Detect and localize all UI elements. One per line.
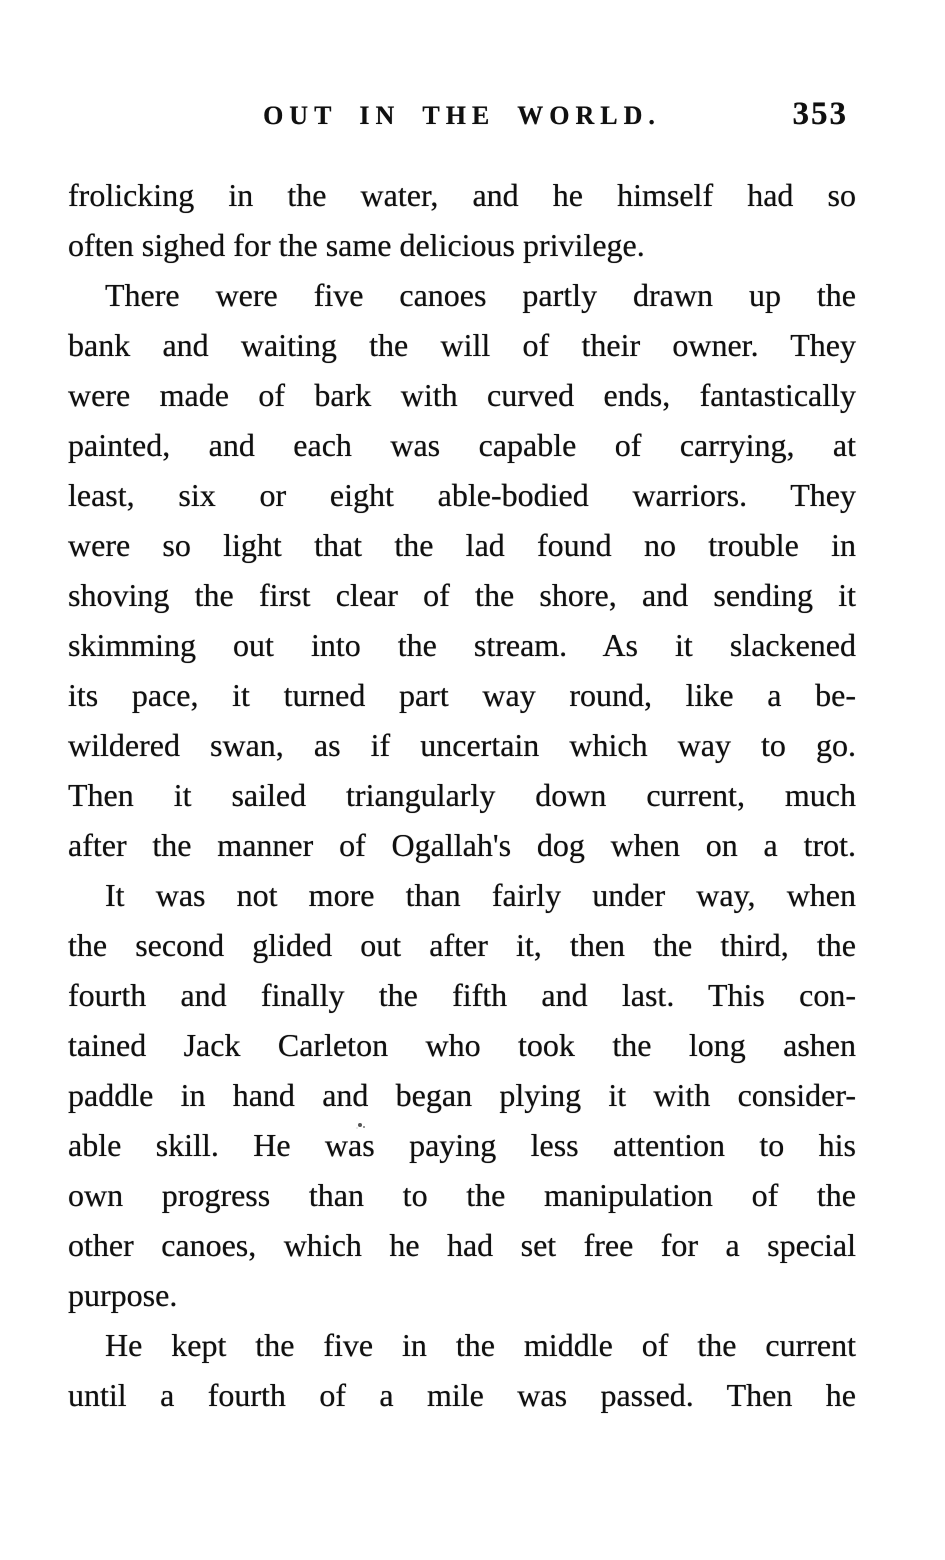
text-line: painted, and each was capable of carrying, at bbox=[68, 427, 856, 463]
text-line: wildered swan, as if uncertain which way to go. bbox=[68, 727, 856, 763]
text-line: There were five canoes partly drawn up the bbox=[105, 277, 856, 313]
text-line: shoving the first clear of the shore, and sending it bbox=[68, 577, 856, 613]
page-number: 353 bbox=[792, 96, 848, 132]
text-line: least, six or eight able-bodied warriors. They bbox=[68, 477, 856, 513]
text-line: until a fourth of a mile was passed. Then he bbox=[68, 1377, 856, 1413]
text-line: paddle in hand and began plying it with consider- bbox=[68, 1077, 856, 1113]
text-line: after the manner of Ogallah's dog when on a trot. bbox=[68, 827, 856, 863]
text-line: He kept the five in the middle of the current bbox=[105, 1327, 856, 1363]
text-line: the second glided out after it, then the third, the bbox=[68, 927, 856, 963]
text-line: were so light that the lad found no trouble in bbox=[68, 527, 856, 563]
ink-speck-artifact bbox=[358, 1123, 362, 1127]
text-line: tained Jack Carleton who took the long ashen bbox=[68, 1027, 856, 1063]
text-line: able skill. He was paying less attention to his bbox=[68, 1127, 856, 1163]
running-head bbox=[68, 98, 856, 138]
text-line: purpose. bbox=[68, 1277, 178, 1313]
text-line: Then it sailed triangularly down current, much bbox=[68, 777, 856, 813]
text-line: fourth and finally the fifth and last. This con- bbox=[68, 977, 856, 1013]
text-line: skimming out into the stream. As it slackened bbox=[68, 627, 856, 663]
text-line: own progress than to the manipulation of the bbox=[68, 1177, 856, 1213]
text-line: often sighed for the same delicious privilege. bbox=[68, 227, 645, 263]
text-block bbox=[68, 170, 856, 1420]
text-line: bank and waiting the will of their owner. They bbox=[68, 327, 856, 363]
text-line: It was not more than fairly under way, when bbox=[105, 877, 856, 913]
running-head-title: OUT IN THE WORLD. bbox=[263, 101, 661, 130]
text-line: frolicking in the water, and he himself had so bbox=[68, 177, 856, 213]
text-line: its pace, it turned part way round, like a be- bbox=[68, 677, 856, 713]
text-line: other canoes, which he had set free for a special bbox=[68, 1227, 856, 1263]
text-line: were made of bark with curved ends, fantastically bbox=[68, 377, 856, 413]
